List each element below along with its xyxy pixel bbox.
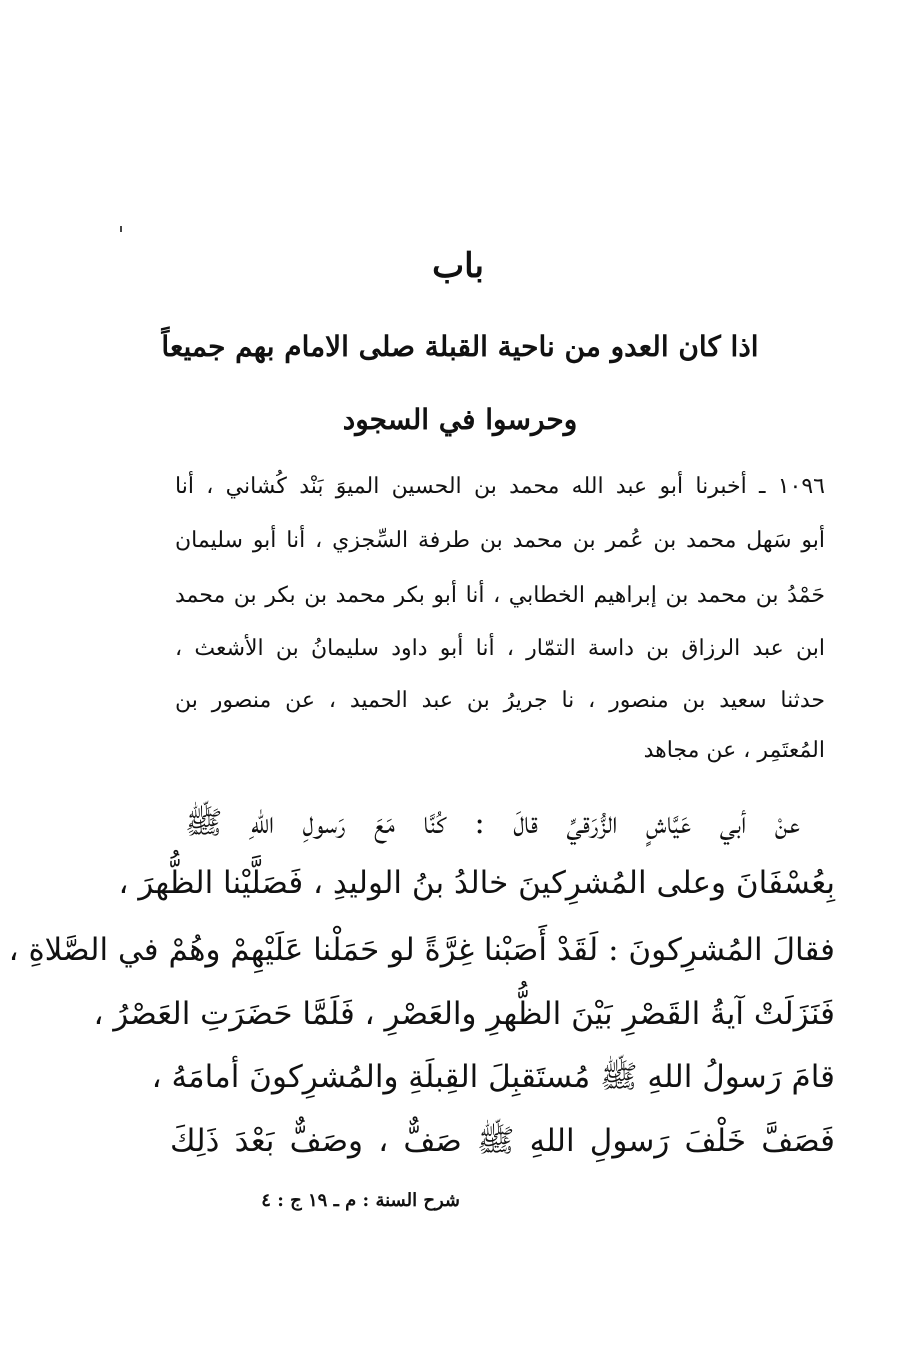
- scan-speck: [120, 226, 122, 232]
- chapter-title-line-1: اذا كان العدو من ناحية القبلة صلى الامام بهم جميعاً: [161, 330, 759, 363]
- isnad-line: أبو سَهل محمد بن عُمر بن محمد بن طرفة السِّجزي ، أنا أبو سليمان: [175, 528, 825, 553]
- chapter-title-line-2: وحرسوا في السجود: [342, 403, 578, 436]
- isnad-line: حدثنا سعيد بن منصور ، نا جريرُ بن عبد الحميد ، عن منصور بن: [175, 688, 825, 713]
- hadith-line: فَنَزَلَتْ آيةُ القَصْرِ بَيْنَ الظُّهرِ والعَصْرِ ، فَلَمَّا حَضَرَتِ العَصْرُ ،: [93, 996, 835, 1032]
- signature-footer: شرح السنة : م ـ ١٩ ج : ٤: [261, 1190, 460, 1211]
- isnad-line: حَمْدُ بن محمد بن إبراهيم الخطابي ، أنا أبو بكر محمد بن بكر بن محمد: [175, 583, 825, 608]
- hadith-line: عنْ أبي عَيَّاشٍ الزُّرَقيِّ قالَ : كُنَّا مَعَ رَسولِ اللهِ ﷺ: [185, 805, 800, 841]
- hadith-line: فقالَ المُشرِكونَ : لَقَدْ أَصَبْنا غِرَّةً لو حَمَلْنا عَلَيْهِمْ وهُمْ في الصَّلاةِ ،: [8, 932, 835, 968]
- hadith-line: بِعُسْفَانَ وعلى المُشرِكينَ خالدُ بنُ الوليدِ ، فَصَلَّيْنا الظُّهرَ ،: [118, 865, 835, 901]
- chapter-label: باب: [432, 246, 484, 286]
- hadith-line: فَصَفَّ خَلْفَ رَسولِ اللهِ ﷺ صَفٌّ ، وصَفٌّ بَعْدَ ذَلِكَ: [170, 1123, 835, 1159]
- hadith-line: قامَ رَسولُ اللهِ ﷺ مُستَقبِلَ القِبلَةِ والمُشرِكونَ أمامَهُ ،: [151, 1059, 835, 1095]
- isnad-line: ابن عبد الرزاق بن داسة التمّار ، أنا أبو داود سليمانُ بن الأشعث ،: [175, 636, 825, 661]
- isnad-line: المُعتَمِر ، عن مجاهد: [643, 738, 825, 763]
- isnad-line: ١٠٩٦ ـ أخبرنا أبو عبد الله محمد بن الحسين الميوَ بَنْد كُشاني ، أنا: [175, 474, 825, 499]
